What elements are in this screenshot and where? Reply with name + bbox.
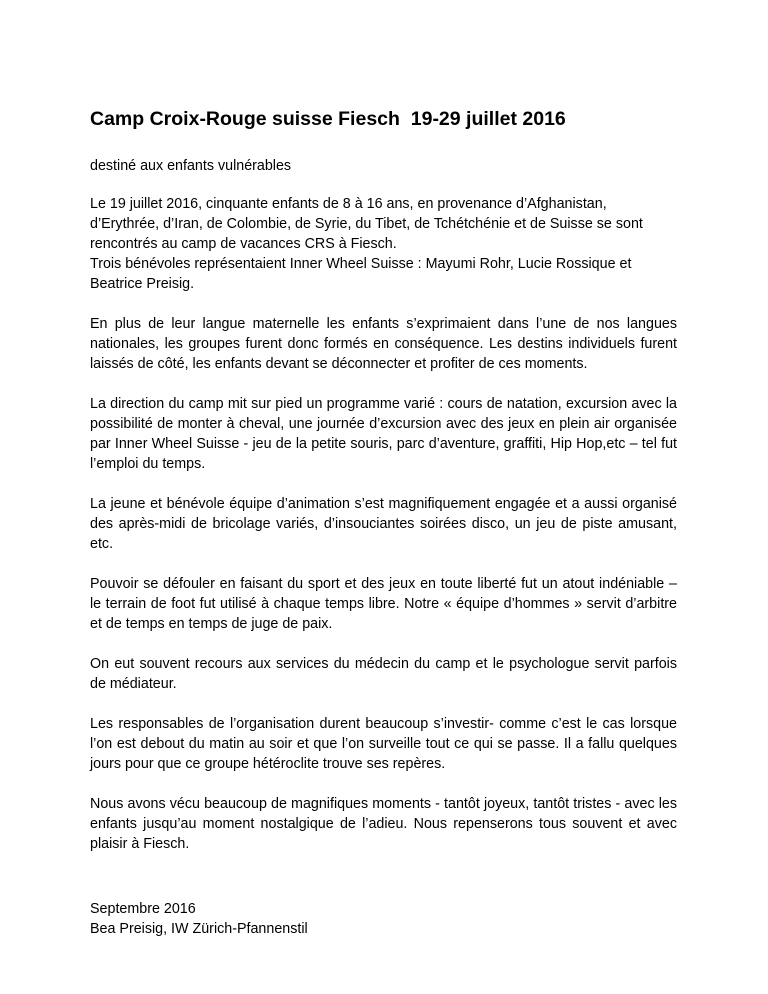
document-subtitle: destiné aux enfants vulnérables <box>90 158 292 174</box>
paragraph-sport: Pouvoir se défouler en faisant du sport et des jeux en toute liberté fut un atout indéniable – le terrain de foot fut utilisé à chaque temps libre. Notre « équipe d’hommes » servit d’arbitre et de temps en temps de juge de paix. <box>90 576 677 632</box>
paragraph-intro: Le 19 juillet 2016, cinquante enfants de 8 à 16 ans, en provenance d’Afghanistan, d’Erythrée, d’Iran, de Colombie, de Syrie, du Tibet, de Tchétchénie et de Suisse se sont rencontrés au camp de vacances CRS à Fiesch. <box>90 196 643 252</box>
signature-block <box>90 899 677 939</box>
paragraph-languages: En plus de leur langue maternelle les enfants s’exprimaient dans l’une de nos langues nationales, les groupes furent donc formés en conséquence. Les destins individuels furent laissés de côté, les enfants devant se déconnecter et profiter de ces moments. <box>90 316 677 372</box>
signature-author: Bea Preisig, IW Zürich-Pfannenstil <box>90 921 308 937</box>
paragraph-medical: On eut souvent recours aux services du médecin du camp et le psychologue servit parfois de médiateur. <box>90 656 677 692</box>
document-page <box>90 108 677 939</box>
signature-date: Septembre 2016 <box>90 901 196 917</box>
paragraph-volunteers: Trois bénévoles représentaient Inner Wheel Suisse : Mayumi Rohr, Lucie Rossique et Beatrice Preisig. <box>90 256 632 292</box>
paragraph-animation: La jeune et bénévole équipe d’animation s’est magnifiquement engagée et a aussi organisé des après-midi de bricolage variés, d’insouciantes soirées disco, un jeu de piste amusant, etc. <box>90 496 677 552</box>
paragraph-program: La direction du camp mit sur pied un programme varié : cours de natation, excursion avec la possibilité de monter à cheval, une journée d’excursion avec des jeux en plein air organisée par Inner Wheel Suisse - jeu de la petite souris, parc d’aventure, graffiti, Hip Hop,etc – tel fut l’emploi du temps. <box>90 396 677 472</box>
intro-block <box>90 194 677 294</box>
paragraph-organisation: Les responsables de l’organisation durent beaucoup s’investir- comme c’est le cas lorsque l’on est debout du matin au soir et que l’on surveille tout ce qui se passe. Il a fallu quelques jours pour que ce groupe hétéroclite trouve ses repères. <box>90 716 677 772</box>
document-title: Camp Croix-Rouge suisse Fiesch 19-29 juillet 2016 <box>90 108 566 130</box>
paragraph-conclusion: Nous avons vécu beaucoup de magnifiques moments - tantôt joyeux, tantôt tristes - avec les enfants jusqu’au moment nostalgique de l’adieu. Nous repenserons tous souvent et avec plaisir à Fiesch. <box>90 796 677 852</box>
